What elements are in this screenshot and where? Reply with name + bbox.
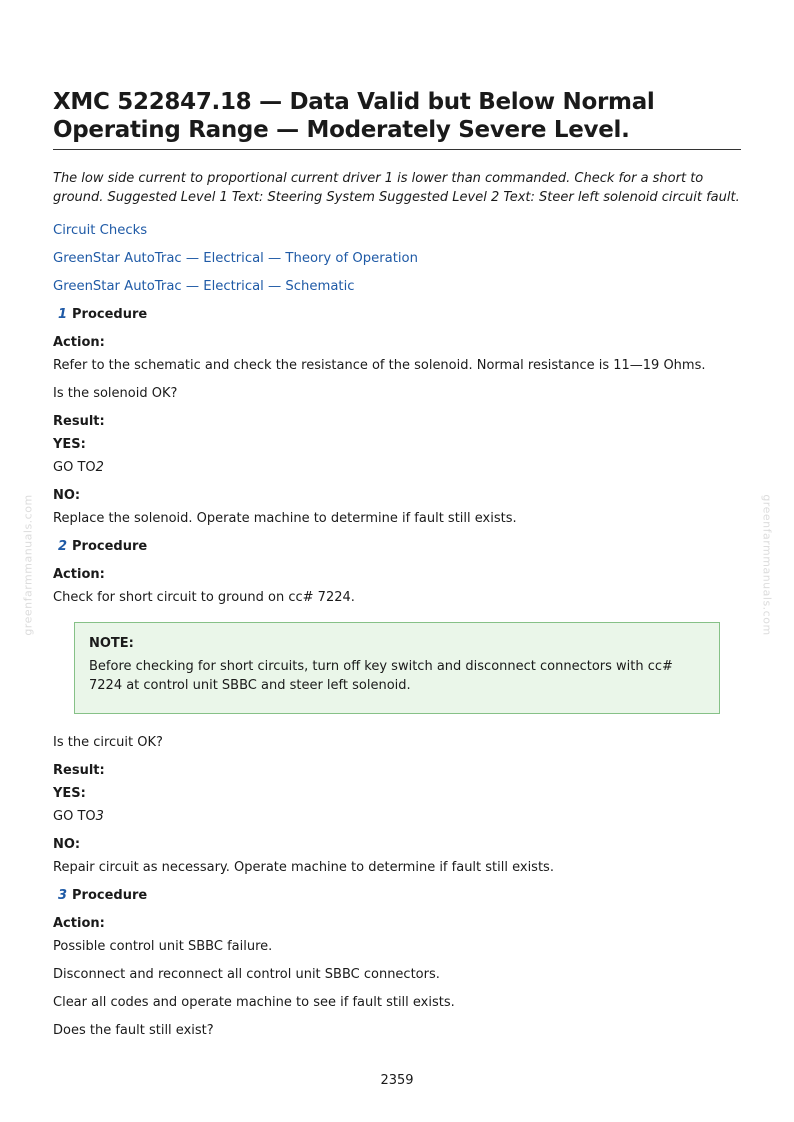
goto-link[interactable]: 2 (95, 460, 104, 475)
page-number: 2359 (380, 1073, 414, 1088)
yes-label: YES: (53, 437, 86, 452)
question-text: Does the fault still exist? (53, 1023, 214, 1038)
goto-link[interactable]: 3 (95, 809, 104, 824)
action-text: Check for short circuit to ground on cc# 7224. (53, 590, 355, 605)
yes-label: YES: (53, 786, 86, 801)
no-text: Repair circuit as necessary. Operate machine to determine if fault still exists. (53, 860, 554, 875)
action-line: Disconnect and reconnect all control unit SBBC connectors. (53, 967, 440, 982)
watermark-left: greenfarmmanuals.com (21, 494, 35, 636)
link-schematic[interactable]: GreenStar AutoTrac — Electrical — Schematic (53, 279, 355, 294)
action-line: Possible control unit SBBC failure. (53, 939, 273, 954)
no-text: Replace the solenoid. Operate machine to determine if fault still exists. (53, 511, 517, 526)
goto-label: GO TO (53, 809, 96, 824)
yes-goto (53, 459, 741, 476)
action-line: Clear all codes and operate machine to see if fault still exists. (53, 995, 455, 1010)
link-circuit-checks[interactable]: Circuit Checks (53, 223, 148, 238)
action-label: Action: (53, 567, 105, 582)
no-label: NO: (53, 488, 81, 503)
procedure-label: Procedure (72, 888, 148, 903)
note-box (74, 622, 720, 714)
procedure-number: 3 (57, 888, 67, 903)
yes-goto (53, 808, 741, 825)
procedure-3-heading (53, 887, 741, 904)
link-theory-of-operation[interactable]: GreenStar AutoTrac — Electrical — Theory of Operation (53, 251, 418, 266)
page-title: XMC 522847.18 — Data Valid but Below Normal Operating Range — Moderately Severe Level. (53, 88, 741, 150)
procedure-number: 2 (57, 539, 67, 554)
procedure-label: Procedure (72, 307, 148, 322)
intro-text: The low side current to proportional current driver 1 is lower than commanded. Check for a short to ground. Suggested Level 1 Text: Steering System Suggested Level 2 Text: Steer left solenoid circuit fault. (53, 171, 740, 205)
no-label: NO: (53, 837, 81, 852)
action-label: Action: (53, 916, 105, 931)
question-text: Is the circuit OK? (53, 735, 163, 750)
action-text: Refer to the schematic and check the resistance of the solenoid. Normal resistance is 11—19 Ohms. (53, 358, 706, 373)
procedure-1-heading (53, 306, 741, 323)
note-title: NOTE: (89, 636, 134, 651)
procedure-2-heading (53, 538, 741, 555)
document-page (53, 88, 741, 1039)
watermark-right: greenfarmmanuals.com (760, 494, 774, 636)
action-label: Action: (53, 335, 105, 350)
result-label: Result: (53, 414, 105, 429)
result-label: Result: (53, 763, 105, 778)
question-text: Is the solenoid OK? (53, 386, 178, 401)
procedure-number: 1 (57, 307, 67, 322)
goto-label: GO TO (53, 460, 96, 475)
procedure-label: Procedure (72, 539, 148, 554)
note-body: Before checking for short circuits, turn off key switch and disconnect connectors with cc# 7224 at control unit SBBC and steer left solenoid. (89, 659, 673, 693)
